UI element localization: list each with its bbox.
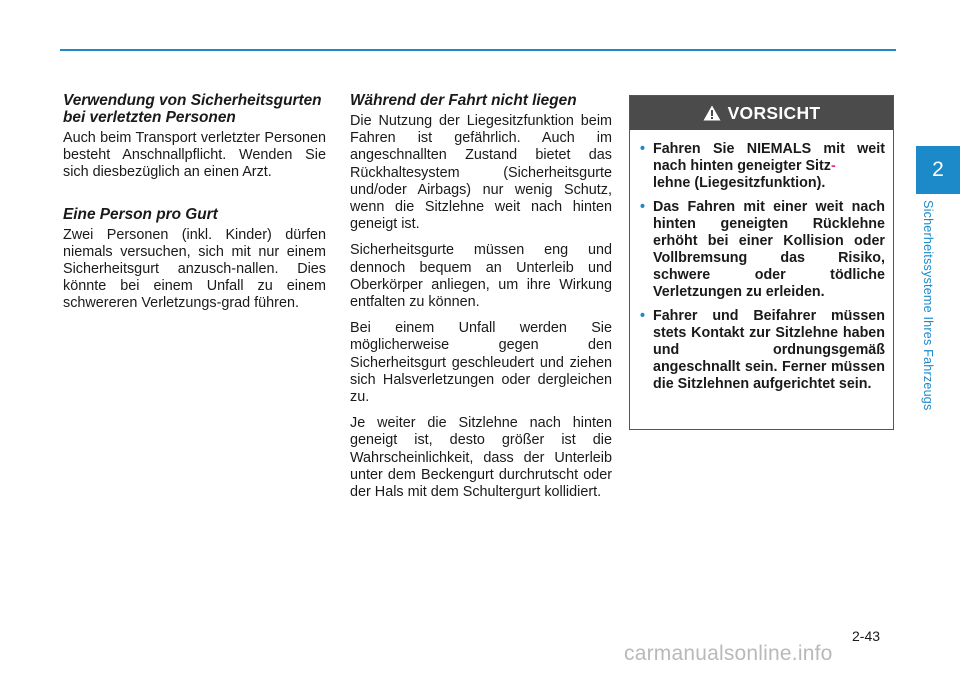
section-heading: Während der Fahrt nicht liegen (350, 92, 577, 109)
paragraph: Bei einem Unfall werden Sie möglicherweise gegen den Sicherheitsgurt geschleudert und ziehen sich Halsverletzungen oder dergleichen zu. (350, 320, 612, 406)
section-heading: Verwendung von Sicherheitsgurten bei verletzten Personen (63, 92, 322, 126)
chapter-number: 2 (932, 158, 944, 181)
top-rule (60, 49, 896, 51)
paragraph: Je weiter die Sitzlehne nach hinten geneigt ist, desto größer ist die Wahrscheinlichkeit, dass der Unterleib unter dem Beckengurt durchrutscht oder der Hals mit dem Schultergurt kollidiert. (350, 415, 612, 501)
warning-triangle-icon (703, 105, 721, 121)
bullet-icon: • (640, 308, 646, 324)
chapter-title: Sicherheitssysteme Ihres Fahrzeugs (921, 200, 935, 411)
middle-column (350, 92, 612, 510)
page-number: 2-43 (852, 628, 881, 644)
caution-list (630, 130, 893, 393)
caution-title: VORSICHT (727, 102, 821, 123)
section-text: Zwei Personen (inkl. Kinder) dürfen niemals versuchen, sich mit nur einem Sicherheitsgurt anzusch-nallen. Dies könnte bei einem Unfall zu einem schwereren Verletzungs-grad führen. (63, 226, 326, 312)
bullet-icon: • (640, 199, 646, 215)
caution-item: • Fahrer und Beifahrer müssen stets Kontakt zur Sitzlehne haben und ordnungsgemäß angeschnallt sein. Ferner müssen die Sitzlehnen aufgerichtet sein. (640, 308, 885, 392)
paragraph: Sicherheitsgurte müssen eng und dennoch bequem an Unterleib und Oberkörper anliegen, um ihre Wirkung entfalten zu können. (350, 242, 612, 311)
section-text: Auch beim Transport verletzter Personen besteht Anschnallpflicht. Wenden Sie sich diesbezüglich an einen Arzt. (63, 130, 326, 181)
caution-item: • Fahren Sie NIEMALS mit weit nach hinten geneigter Sitz- lehne (Liegesitzfunktion). (640, 141, 885, 191)
section-heading: Eine Person pro Gurt (63, 205, 218, 223)
paragraph: Die Nutzung der Liegesitzfunktion beim Fahren ist gefährlich. Auch im angeschnallten Zustand bietet das Rückhaltesystem (Sicherheitsgurte und/oder Airbags) nur wenig Schutz, wenn die Sitzlehne weit nach hinten geneigt ist. (350, 113, 612, 233)
watermark: carmanualsonline.info (624, 642, 833, 665)
bullet-icon: • (640, 141, 646, 157)
chapter-tab (916, 146, 960, 194)
caution-header (630, 96, 893, 130)
caution-item: • Das Fahren mit einer weit nach hinten geneigten Rücklehne erhöht bei einer Kollision oder Vollbremsung das Risiko, schwere oder tödliche Verletzungen zu erleiden. (640, 199, 885, 300)
caution-box (629, 95, 894, 430)
left-column (63, 92, 326, 322)
